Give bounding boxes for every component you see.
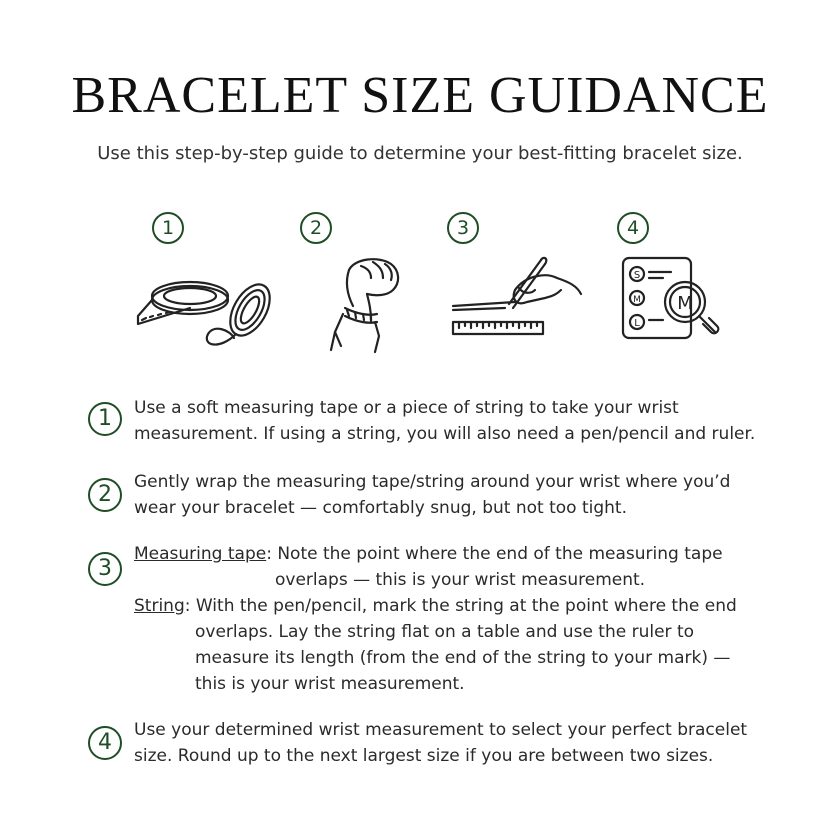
step-4-text [134,717,774,769]
step-line [134,593,774,619]
step-number-badge: 4 [88,726,122,760]
step-number-badge: 1 [88,402,122,436]
icon-step-1 [130,210,290,350]
icon-number-badge: 3 [447,212,479,244]
step-line: overlaps. Lay the string flat on a table and use the ruler to [195,622,695,642]
icon-number-badge: 4 [617,212,649,244]
step-line: this is your wrist measurement. [195,674,465,694]
page-title: BRACELET SIZE GUIDANCE [71,67,769,124]
measuring-tape-label: Measuring tape [134,544,267,564]
icon-step-2 [305,210,465,350]
step-line: measurement. If using a string, you will also need a pen/pencil and ruler. [134,424,756,444]
step-2-text [134,469,774,521]
step-3-text [134,541,774,697]
size-m-label: M [633,295,641,305]
measuring-tape-and-string-icon [130,250,290,360]
size-s-label: S [633,270,641,281]
step-line: size. Round up to the next largest size if you are between two sizes. [134,746,714,766]
step-line: Gently wrap the measuring tape/string around your wrist where you’d [134,472,731,492]
size-chart-magnifier-icon [615,250,735,360]
step-line [134,541,774,567]
step-line-text: : Note the point where the end of the measuring tape [266,544,723,564]
step-line-text: : With the pen/pencil, mark the string at the point where the end [184,596,737,616]
wrist-with-tape-icon [305,250,425,360]
step-number-badge: 2 [88,478,122,512]
size-l-label: L [634,318,640,329]
step-1-text [134,395,774,447]
step-number-badge: 3 [88,552,122,586]
step-line: wear your bracelet — comfortably snug, but not too tight. [134,498,627,518]
icon-number-badge: 1 [152,212,184,244]
step-line: Use a soft measuring tape or a piece of string to take your wrist [134,398,679,418]
icon-step-4 [615,210,775,350]
step-line: measure its length (from the end of the string to your mark) — [195,648,731,668]
icon-number-badge: 2 [300,212,332,244]
step-line: Use your determined wrist measurement to select your perfect bracelet [134,720,748,740]
magnified-size-label: M [677,293,693,314]
icon-step-3 [445,210,605,350]
page-subtitle: Use this step-by-step guide to determine your best-fitting bracelet size. [97,143,743,164]
hand-marking-string-ruler-icon [445,250,595,360]
string-label: String [134,596,185,616]
step-line: overlaps — this is your wrist measurement. [275,570,646,590]
